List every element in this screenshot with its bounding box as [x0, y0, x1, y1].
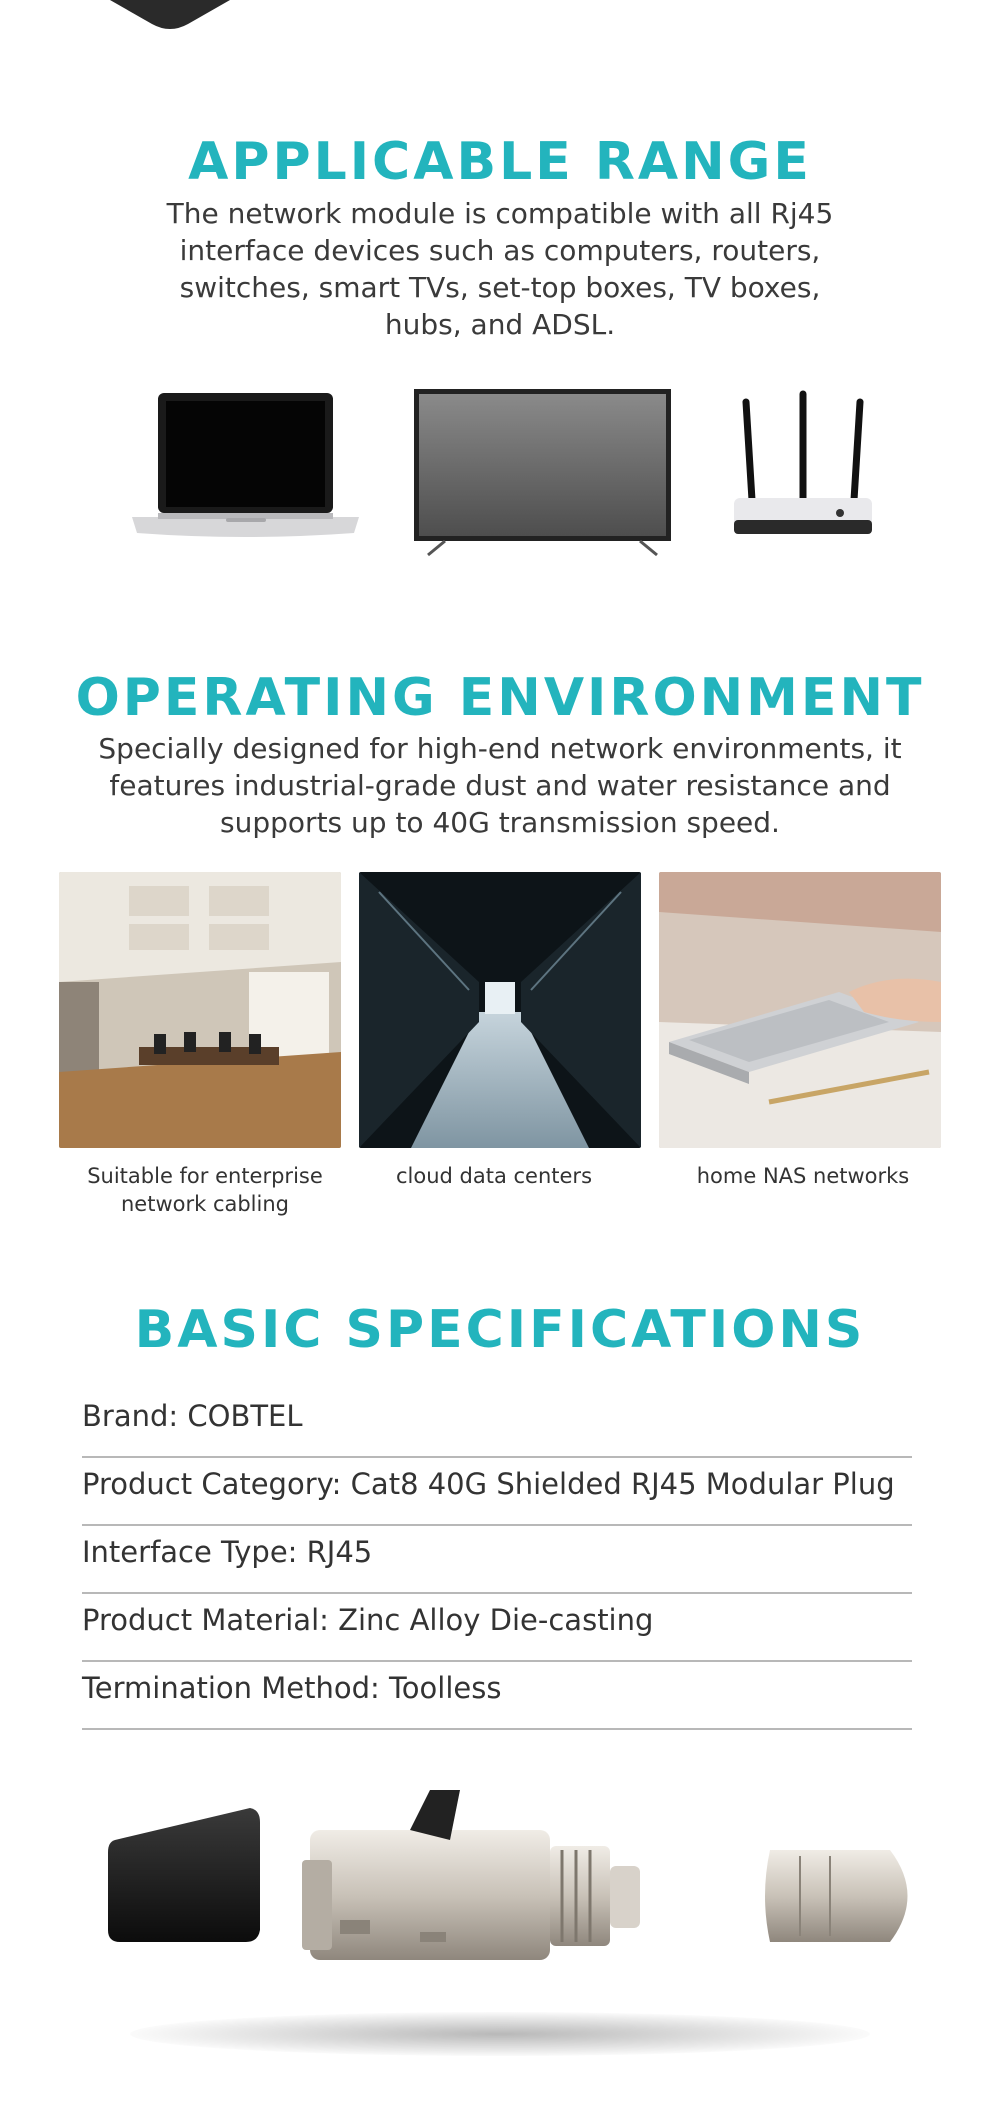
spec-text: Interface Type: RJ45	[82, 1535, 373, 1569]
router-image	[728, 390, 878, 555]
spec-text: Termination Method: Toolless	[82, 1671, 502, 1705]
spec-row-material	[82, 1592, 912, 1662]
product-shadow	[130, 2012, 870, 2056]
scene-caption-home-nas: home NAS networks	[696, 1164, 910, 1188]
applicable-range-title: APPLICABLE RANGE	[188, 132, 812, 192]
rj45-plug-parts-image	[100, 1770, 930, 1980]
top-product-fragment	[110, 0, 230, 40]
scene-caption-datacenter: cloud data centers	[395, 1164, 593, 1188]
scene-datacenter-photo	[359, 872, 641, 1148]
operating-environment-description: Specially designed for high-end network environments, it features industrial-grade dust and water resistance and supports up to 40G transmission speed.	[98, 732, 902, 839]
scene-office-photo	[59, 872, 341, 1148]
applicable-range-description: The network module is compatible with all Rj45 interface devices such as computers, routers, switches, smart TVs, set-top boxes, TV boxes, hubs, and ADSL.	[166, 197, 834, 341]
tv-image	[410, 385, 675, 560]
spec-text: Product Category: Cat8 40G Shielded RJ45 Modular Plug	[82, 1467, 895, 1501]
scene-home-nas-photo	[659, 872, 941, 1148]
laptop-image	[128, 385, 363, 550]
spec-text: Product Material: Zinc Alloy Die-casting	[82, 1603, 654, 1637]
basic-specifications-title: BASIC SPECIFICATIONS	[134, 1300, 866, 1360]
spec-row-interface	[82, 1524, 912, 1594]
spec-row-brand	[82, 1388, 912, 1458]
operating-environment-title: OPERATING ENVIRONMENT	[75, 668, 925, 728]
spec-row-category	[82, 1456, 912, 1526]
scene-caption-enterprise: Suitable for enterprise network cabling	[87, 1164, 323, 1216]
spec-text: Brand: COBTEL	[82, 1399, 303, 1433]
spec-row-termination	[82, 1660, 912, 1730]
